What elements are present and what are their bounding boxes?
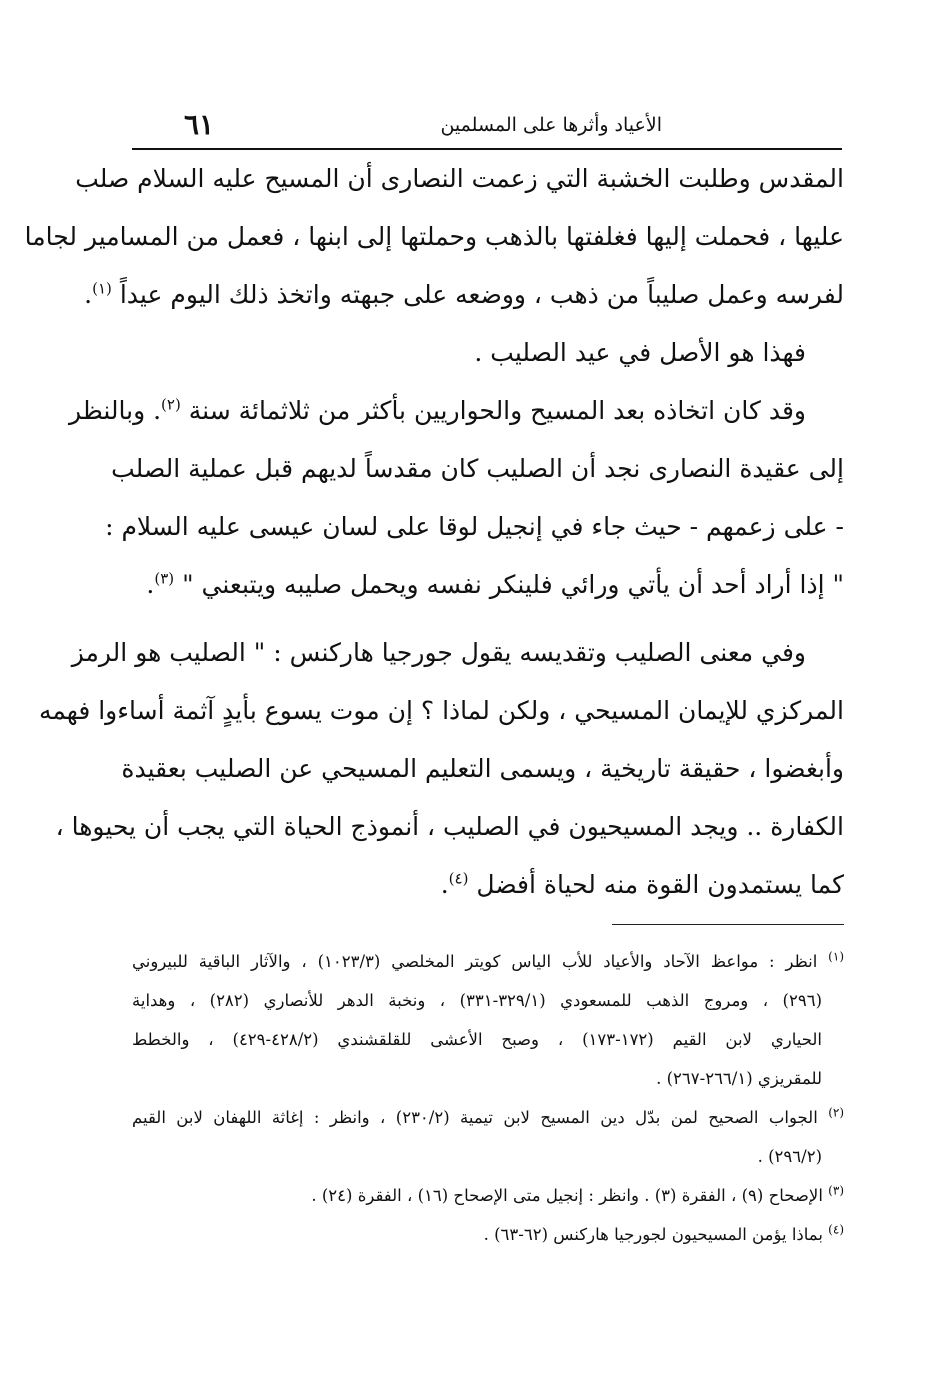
text-line: فهذا هو الأصل في عيد الصليب . xyxy=(474,338,806,367)
footnote-line: $^{(١)}$ انظر : مواعظ الآحاد والأعياد للأب الياس كويتر المخلصي (١٠٢٣/٣) ، والآثار الباقية للبيروني xyxy=(132,949,844,971)
main-text xyxy=(24,150,844,914)
footnote-line: (٢٩٦) ، ومروج الذهب للمسعودي (٣٢٩/١-٣٣١) ، ونخبة الدهر للأنصاري (٢٨٢) ، وهداية xyxy=(132,991,822,1010)
footnote-line: $^{(٣)}$ الإصحاح (٩) ، الفقرة (٣) . وانظر : إنجيل متى الإصحاح (١٦) ، الفقرة (٢٤) . xyxy=(311,1183,844,1205)
footnote-separator xyxy=(612,924,844,925)
footnote-ref: (٣) xyxy=(154,569,175,588)
footnote-ref: (٤) xyxy=(448,869,469,888)
footnote-line: الحياري لابن القيم (١٧٢-١٧٣) ، وصبح الأعشى للقلقشندي (٤٢٨/٢-٤٢٩) ، والخطط xyxy=(132,1030,822,1049)
text-line: عليها ، فحملت إليها فغلفتها بالذهب وحملتها إلى ابنها ، فعمل من المسامير لجاما xyxy=(24,222,844,251)
footnote-marker: (١) xyxy=(828,949,844,964)
text-line: وفي معنى الصليب وتقديسه يقول جورجيا هاركنس : " الصليب هو الرمز xyxy=(71,638,806,667)
text-line: المقدس وطلبت الخشبة التي زعمت النصارى أن المسيح عليه السلام صلب xyxy=(75,164,844,193)
text-line: الكفارة .. ويجد المسيحيون في الصليب ، أنموذج الحياة التي يجب أن يحيوها ، xyxy=(55,812,844,841)
footnote-line: للمقريزي (٢٦٦/١-٢٦٧) . xyxy=(656,1069,822,1088)
footnote-line: $^{(٤)}$ بماذا يؤمن المسيحيون لجورجيا هاركنس (٦٢-٦٣) . xyxy=(483,1222,844,1244)
text-line: " إذا أراد أحد أن يأتي ورائي فلينكر نفسه ويحمل صليبه ويتبعني " $^{(٣)}$. xyxy=(146,569,844,599)
text-line: وأبغضوا ، حقيقة تاريخية ، ويسمى التعليم المسيحي عن الصليب بعقيدة xyxy=(121,754,844,783)
text-line: - على زعمهم - حيث جاء في إنجيل لوقا على لسان عيسى عليه السلام : xyxy=(105,512,844,541)
footnote-marker: (٤) xyxy=(828,1222,844,1237)
footnote-marker: (٣) xyxy=(828,1183,844,1198)
footnote-line: $^{(٢)}$ الجواب الصحيح لمن بدّل دين المسيح لابن تيمية (٢٣٠/٢) ، وانظر : إغاثة اللهفان لابن القيم xyxy=(132,1105,845,1127)
running-header xyxy=(132,110,842,144)
text-line: إلى عقيدة النصارى نجد أن الصليب كان مقدساً لديهم قبل عملية الصلب xyxy=(111,454,844,483)
footnote-ref: (١) xyxy=(92,279,112,298)
footnote-line: (٢٩٦/٢) . xyxy=(757,1147,822,1166)
text-line: لفرسه وعمل صليباً من ذهب ، ووضعه على جبهته واتخذ ذلك اليوم عيداً $^{(١)}$. xyxy=(84,279,844,309)
text-line: وقد كان اتخاذه بعد المسيح والحواريين بأكثر من ثلاثمائة سنة $^{(٢)}$. وبالنظر xyxy=(69,395,806,425)
footnote-marker: (٢) xyxy=(828,1105,845,1120)
page-number: ٦١ xyxy=(184,108,215,141)
text-line: كما يستمدون القوة منه لحياة أفضل $^{(٤)}$. xyxy=(440,869,844,899)
text-line: المركزي للإيمان المسيحي ، ولكن لماذا ؟ إن موت يسوع بأيدٍ آثمة أساءوا فهمه xyxy=(38,696,844,725)
footnotes xyxy=(132,942,844,1254)
running-title: الأعياد وأثرها على المسلمين xyxy=(440,114,662,136)
footnote-ref: (٢) xyxy=(161,395,181,414)
